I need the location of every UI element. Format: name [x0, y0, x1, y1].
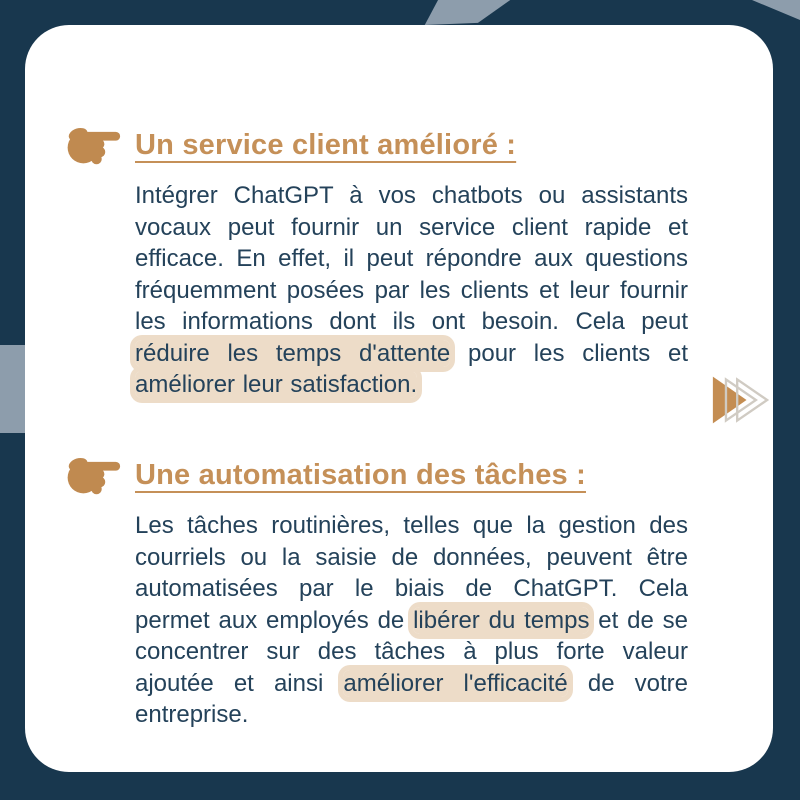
decor-left-block: [0, 345, 26, 433]
decor-top-band: [420, 0, 515, 26]
highlighted-phrase: libérer du temps: [413, 606, 590, 634]
section-title: Une automatisation des tâches :: [135, 458, 586, 491]
highlighted-phrase: améliorer l'efficacité: [343, 669, 568, 697]
body-text-run: pour les clients et: [450, 339, 688, 367]
body-text-run: Les tâches routinières, telles que la gestion des courriels ou la saisie de données, peuvent être automatisées par le biais de ChatGPT. Cela permet aux employés de: [135, 512, 688, 634]
body-text-run: de votre entreprise.: [135, 669, 689, 728]
section-body: [135, 180, 688, 401]
highlighted-phrase: améliorer leur satisfaction.: [135, 371, 418, 398]
triple-chevron-right-icon[interactable]: [711, 373, 769, 427]
section-heading-row: [65, 120, 693, 170]
content-card: [25, 25, 773, 772]
section-service-client: [65, 120, 693, 401]
section-body: [135, 510, 688, 731]
section-title: Un service client amélioré :: [135, 128, 517, 161]
body-text-run: et de se concentrer sur des tâches à plus forte valeur ajoutée et ainsi: [135, 606, 689, 697]
section-automatisation: [65, 450, 693, 731]
decor-corner-wedge: [752, 0, 800, 20]
highlighted-phrase: réduire les temps d'attente: [135, 339, 451, 367]
pointing-finger-right-icon: [65, 450, 121, 500]
body-text-run: Intégrer ChatGPT à vos chatbots ou assistants vocaux peut fournir un service client rapide et efficace. En effet, il peut répondre aux questions fréquemment posées par les clients et leur fournir les informations dont ils ont besoin. Cela peut: [135, 182, 688, 335]
pointing-finger-right-icon: [65, 120, 121, 170]
section-heading-row: [65, 450, 693, 500]
